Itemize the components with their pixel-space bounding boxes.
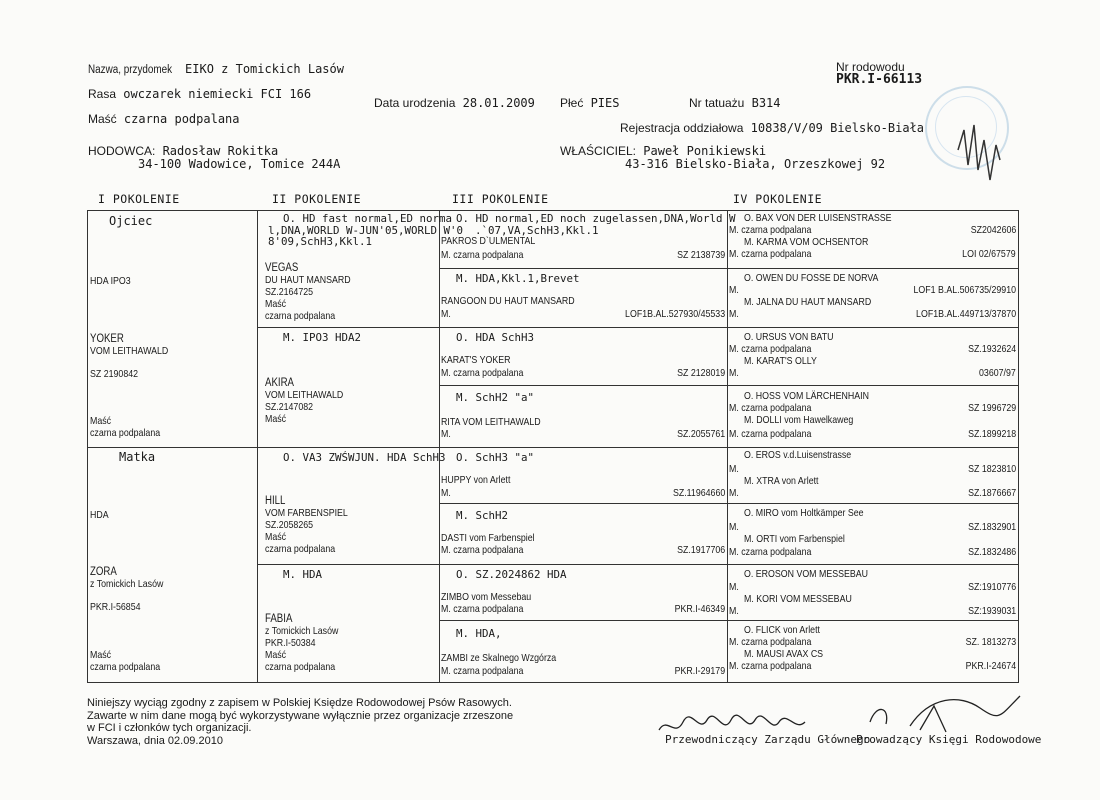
dam-color-label: Maść — [90, 649, 112, 661]
color-row — [88, 112, 240, 126]
g4-2-sire-color: M. czarna podpalana — [729, 343, 812, 355]
dob-label: Data urodzenia — [374, 96, 456, 110]
g2-2-titles: O. VA3 ZWŚWJUN. HDA SchH3 — [283, 451, 446, 464]
dog-name-row — [88, 62, 344, 76]
g3-4-name: HUPPY von Arlett — [441, 474, 511, 486]
g3-1-color: M. — [441, 308, 451, 320]
g4-0-sire: O. BAX VON DER LUISENSTRASSE — [744, 212, 892, 224]
g2-3-kennel: z Tomickich Lasów — [265, 625, 339, 637]
g4-2-dam: M. KARAT'S OLLY — [744, 355, 817, 367]
dog-name-label: Nazwa, przydomek — [88, 64, 173, 76]
g4-4-dam: M. XTRA von Arlett — [744, 475, 819, 487]
dog-name-value: EIKO z Tomickich Lasów — [185, 62, 344, 76]
g4-1-sire-reg: LOF1 B.AL.506735/29910 — [913, 284, 1016, 296]
g3-6-name: ZIMBO vom Messebau — [441, 591, 532, 603]
g2-0-color: czarna podpalana — [265, 310, 336, 322]
registration-value: 10838/V/09 Bielsko-Biała — [750, 121, 925, 135]
sex-row — [560, 96, 619, 110]
g4-2-sire-reg: SZ.1932624 — [967, 343, 1016, 355]
tattoo-value: B314 — [751, 96, 781, 110]
g4-cell-0 — [728, 210, 1018, 268]
g4-6-dam-reg: SZ:1939031 — [967, 605, 1016, 617]
owner-name: Paweł Ponikiewski — [643, 144, 767, 158]
g4-5-dam: M. ORTI vom Farbenspiel — [744, 533, 845, 545]
g4-5-dam-color: M. czarna podpalana — [729, 546, 812, 558]
g4-4-dam-reg: SZ.1876667 — [967, 487, 1016, 499]
g3-0-color: M. czarna podpalana — [441, 249, 524, 261]
pedigree-table — [87, 210, 1019, 683]
g3-7-color: M. czarna podpalana — [441, 665, 524, 677]
color-value: czarna podpalana — [123, 112, 240, 126]
g3-0-name: PAKROS D`ULMENTAL — [441, 235, 536, 247]
owner-address: 43-316 Bielsko-Biała, Orzeszkowej 92 — [625, 157, 886, 171]
g4-5-sire: O. MIRO vom Holtkämper See — [744, 507, 864, 519]
footer-statement — [87, 697, 513, 747]
g3-3-name: RITA VOM LEITHAWALD — [441, 416, 541, 428]
g2-1-reg: SZ.2147082 — [265, 401, 314, 413]
g3-5-titles: M. SchH2 — [456, 509, 509, 522]
registration-label: Rejestracja oddziałowa — [620, 121, 744, 135]
g4-0-dam-color: M. czarna podpalana — [729, 248, 812, 260]
g4-6-sire-reg: SZ:1910776 — [967, 581, 1016, 593]
g4-7-dam-reg: PKR.I-24674 — [965, 660, 1016, 672]
g3-2-titles: O. HDA SchH3 — [456, 331, 535, 344]
g4-4-sire-reg: SZ 1823810 — [967, 463, 1016, 475]
g4-cell-2 — [728, 327, 1018, 385]
registrar-signature-label: Prowadzący Księgi Rodowodowe — [856, 733, 1042, 746]
g3-cell-7 — [440, 620, 727, 682]
sire-role: Ojciec — [109, 214, 153, 228]
g4-6-sire: O. EROSON VOM MESSEBAU — [744, 568, 869, 580]
g2-0-name: VEGAS — [265, 262, 299, 274]
g3-6-titles: O. SZ.2024862 HDA — [456, 568, 567, 581]
g4-2-dam-reg: 03607/97 — [979, 367, 1016, 379]
g3-6-reg: PKR.I-46349 — [674, 603, 725, 615]
tattoo-row — [689, 96, 781, 110]
g4-1-dam: M. JALNA DU HAUT MANSARD — [744, 296, 872, 308]
g4-0-dam: M. KARMA VOM OCHSENTOR — [744, 236, 869, 248]
g4-3-dam-color: M. czarna podpalana — [729, 428, 812, 440]
sire-color-label: Maść — [90, 415, 112, 427]
g4-3-dam-reg: SZ.1899218 — [967, 428, 1016, 440]
footer-line-1: Niniejszy wyciąg zgodny z zapisem w Polskiej Księdze Rodowodowej Psów Rasowych. — [87, 697, 512, 709]
tattoo-label: Nr tatuażu — [689, 96, 745, 110]
pedigree-no-label: Nr rodowodu — [836, 60, 905, 74]
g4-3-dam: M. DOLLI vom Hawelkaweg — [744, 414, 854, 426]
chairman-signature-label: Przewodniczący Zarządu Głównego — [665, 733, 871, 746]
breeder-address: 34-100 Wadowice, Tomice 244A — [138, 157, 341, 171]
g2-0-reg: SZ.2164725 — [265, 286, 314, 298]
g3-6-color: M. czarna podpalana — [441, 603, 524, 615]
g2-2-kennel: VOM FARBENSPIEL — [265, 507, 348, 519]
breeder-name: Radosław Rokitka — [162, 144, 279, 158]
g4-1-dam-color: M. — [729, 308, 739, 320]
g3-2-color: M. czarna podpalana — [441, 367, 524, 379]
g4-6-dam-color: M. — [729, 605, 739, 617]
g3-5-color: M. czarna podpalana — [441, 544, 524, 556]
g4-3-sire-reg: SZ 1996729 — [967, 402, 1016, 414]
sire-color: czarna podpalana — [90, 427, 161, 439]
g2-3-color-label: Maść — [265, 649, 287, 661]
g2-0-kennel: DU HAUT MANSARD — [265, 274, 351, 286]
gen-header-4: IV POKOLENIE — [733, 192, 823, 206]
g2-3-name: FABIA — [265, 613, 293, 625]
dam-role: Matka — [119, 450, 156, 464]
sire-name: YOKER — [90, 333, 124, 345]
g3-4-reg: SZ.11964660 — [672, 487, 725, 499]
g3-0-reg: SZ 2138739 — [676, 249, 725, 261]
g4-7-dam: M. MAUSI AVAX CS — [744, 648, 824, 660]
g3-3-titles: M. SchH2 "a" — [456, 391, 535, 404]
g3-cell-2 — [440, 327, 727, 385]
g2-3-reg: PKR.I-50384 — [265, 637, 316, 649]
breed-row — [88, 87, 311, 101]
g4-3-sire-color: M. czarna podpalana — [729, 402, 812, 414]
g4-0-dam-reg: LOI 02/67579 — [962, 248, 1016, 260]
g3-7-reg: PKR.I-29179 — [674, 665, 725, 677]
g3-4-color: M. — [441, 487, 451, 499]
g2-0-color-label: Maść — [265, 298, 287, 310]
g4-cell-3 — [728, 385, 1018, 447]
g2-1-titles: M. IPO3 HDA2 — [283, 331, 362, 344]
g4-3-sire: O. HOSS VOM LÄRCHENHAIN — [744, 390, 869, 402]
g3-cell-1 — [440, 268, 727, 327]
g2-1-kennel: VOM LEITHAWALD — [265, 389, 344, 401]
g4-4-dam-color: M. — [729, 487, 739, 499]
g3-3-reg: SZ.2055761 — [676, 428, 725, 440]
g4-6-sire-color: M. — [729, 581, 739, 593]
registration-row — [620, 121, 924, 135]
g4-5-sire-color: M. — [729, 521, 739, 533]
g4-1-sire-color: M. — [729, 284, 739, 296]
g4-cell-1 — [728, 268, 1018, 327]
sire-titles: HDA IPO3 — [90, 275, 131, 287]
signature-icon — [950, 110, 1010, 190]
pedigree-no-value: PKR.I-66113 — [836, 72, 923, 87]
sex-label: Płeć — [560, 96, 584, 110]
gen-header-1: I POKOLENIE — [98, 192, 180, 206]
g4-2-dam-color: M. — [729, 367, 739, 379]
g4-6-dam: M. KORI VOM MESSEBAU — [744, 593, 852, 605]
g2-0-titles: O. HD fast normal,ED norma l,DNA,WORLD W-JUN'05,WORLD W'0 8'09,SchH3,Kkl.1 — [268, 212, 464, 248]
g2-2-reg: SZ.2058265 — [265, 519, 314, 531]
color-label: Maść — [88, 112, 117, 126]
g4-0-sire-color: M. czarna podpalana — [729, 224, 812, 236]
g3-5-reg: SZ.1917706 — [676, 544, 725, 556]
g2-1-name: AKIRA — [265, 377, 294, 389]
dob-row — [374, 96, 535, 110]
g3-1-reg: LOF1B.AL.527930/45533 — [624, 308, 725, 320]
g3-7-name: ZAMBI ze Skalnego Wzgórza — [441, 652, 557, 664]
g2-2-color-label: Maść — [265, 531, 287, 543]
g4-7-sire-reg: SZ. 1813273 — [965, 636, 1016, 648]
breeder-block — [88, 144, 278, 158]
sire-kennel: VOM LEITHAWALD — [90, 345, 169, 357]
dob-value: 28.01.2009 — [462, 96, 535, 110]
g4-4-sire: O. EROS v.d.Luisenstrasse — [744, 449, 852, 461]
footer-date: Warszawa, dnia 02.09.2010 — [87, 734, 223, 747]
footer-line-3: w FCI i członków tych organizacji. — [87, 722, 252, 734]
g3-7-titles: M. HDA, — [456, 627, 502, 640]
g2-3-color: czarna podpalana — [265, 661, 336, 673]
g3-2-reg: SZ 2128019 — [676, 367, 725, 379]
g3-3-color: M. — [441, 428, 451, 440]
footer-line-2: Zawarte w nim dane mogą być wykorzystywane wyłącznie przez organizacje zrzeszone — [87, 709, 514, 722]
sex-value: PIES — [590, 96, 620, 110]
g4-5-dam-reg: SZ.1832486 — [967, 546, 1016, 558]
g3-cell-5 — [440, 503, 727, 564]
dam-name: ZORA — [90, 566, 117, 578]
gen-header-3: III POKOLENIE — [452, 192, 549, 206]
g4-7-sire-color: M. czarna podpalana — [729, 636, 812, 648]
g3-cell-4 — [440, 447, 727, 503]
g3-cell-6 — [440, 564, 727, 620]
g4-cell-6 — [728, 564, 1018, 620]
g2-1-color-label: Maść — [265, 413, 287, 425]
g3-1-name: RANGOON DU HAUT MANSARD — [441, 295, 575, 307]
gen-header-2: II POKOLENIE — [272, 192, 362, 206]
g3-cell-0: O. HD normal,ED noch zugelassen,DNA,World W .`07,VA,SchH3,Kkl.1 PAKROS D`ULMENTAL M. czarna podpalana SZ 2138739 — [441, 212, 736, 261]
g4-cell-7 — [728, 620, 1018, 682]
owner-block — [560, 144, 766, 158]
dam-titles: HDA — [90, 509, 109, 521]
g2-2-color: czarna podpalana — [265, 543, 336, 555]
g4-cell-5 — [728, 503, 1018, 564]
g4-1-dam-reg: LOF1B.AL.449713/37870 — [915, 308, 1016, 320]
owner-label: WŁAŚCICIEL: — [560, 144, 637, 158]
g3-cell-3 — [440, 385, 727, 447]
g3-2-name: KARAT'S YOKER — [441, 354, 511, 366]
g4-2-sire: O. URSUS VON BATU — [744, 331, 834, 343]
g4-1-sire: O. OWEN DU FOSSE DE NORVA — [744, 272, 879, 284]
g4-cell-4 — [728, 447, 1018, 503]
breeder-label: HODOWCA: — [88, 144, 156, 158]
g2-3-titles: M. HDA — [283, 568, 323, 581]
dam-color: czarna podpalana — [90, 661, 161, 673]
dam-reg: PKR.I-56854 — [90, 601, 141, 613]
breed-label: Rasa — [88, 87, 117, 101]
g2-2-name: HILL — [265, 495, 286, 507]
g3-4-titles: O. SchH3 "a" — [456, 451, 535, 464]
g3-1-titles: M. HDA,Kkl.1,Brevet — [456, 272, 580, 285]
dam-kennel: z Tomickich Lasów — [90, 578, 164, 590]
g4-5-sire-reg: SZ.1832901 — [967, 521, 1016, 533]
g4-7-sire: O. FLICK von Arlett — [744, 624, 820, 636]
g4-4-sire-color: M. — [729, 463, 739, 475]
sire-reg: SZ 2190842 — [90, 368, 139, 380]
g4-7-dam-color: M. czarna podpalana — [729, 660, 812, 672]
g4-0-sire-reg: SZ2042606 — [970, 224, 1016, 236]
breed-value: owczarek niemiecki FCI 166 — [123, 87, 312, 101]
g3-5-name: DASTI vom Farbenspiel — [441, 532, 535, 544]
